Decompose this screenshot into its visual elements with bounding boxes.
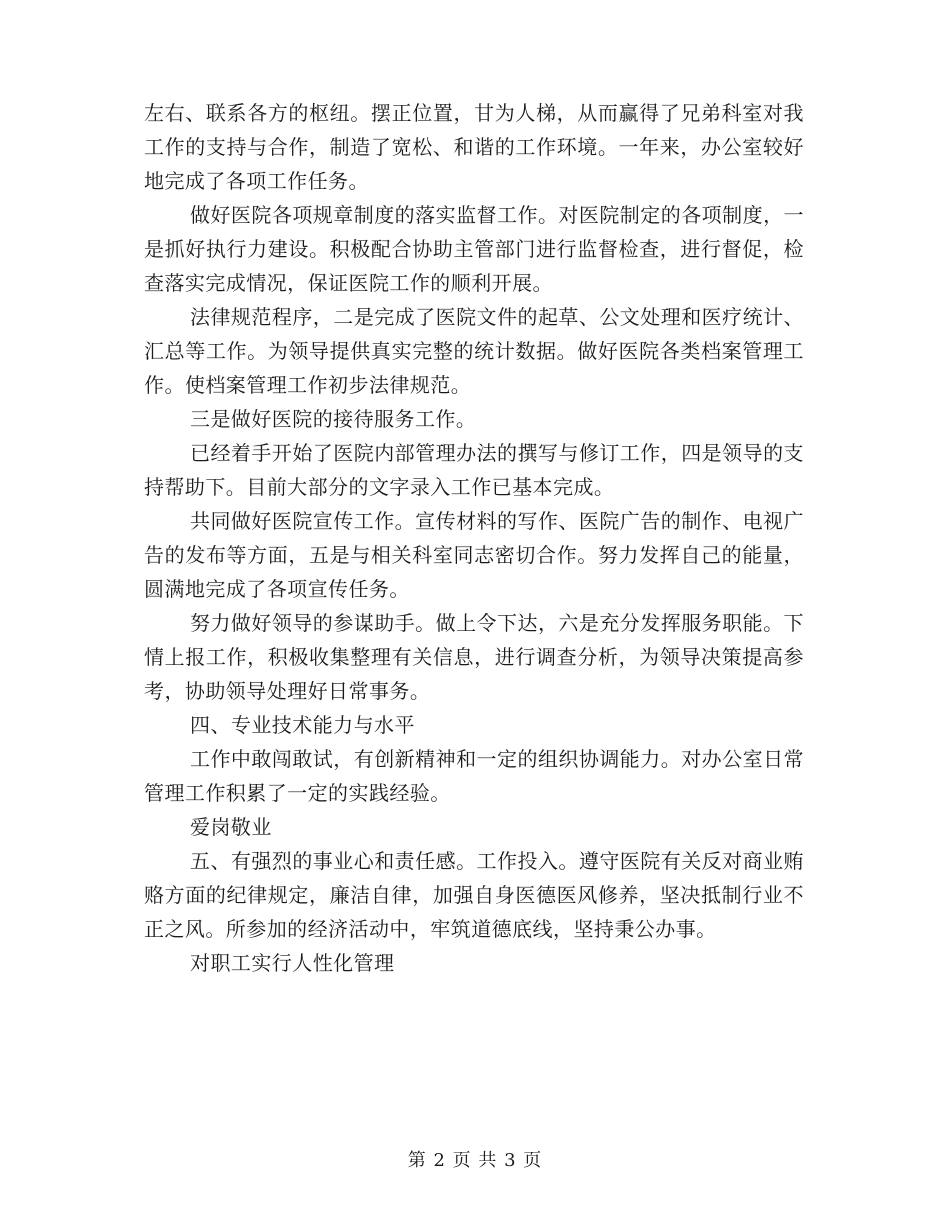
paragraph: 法律规范程序，二是完成了医院文件的起草、公文处理和医疗统计、汇总等工作。为领导提供真实完整的统计数据。做好医院各类档案管理工作。使档案管理工作初步法律规范。 <box>144 305 804 397</box>
section-heading: 四、专业技术能力与水平 <box>190 713 415 737</box>
document-body <box>144 96 804 980</box>
paragraph: 工作中敢闯敢试，有创新精神和一定的组织协调能力。对办公室日常管理工作积累了一定的实践经验。 <box>144 747 804 805</box>
section-heading: 对职工实行人性化管理 <box>190 951 395 975</box>
paragraph: 共同做好医院宣传工作。宣传材料的写作、医院广告的制作、电视广告的发布等方面，五是与相关科室同志密切合作。努力发挥自己的能量，圆满地完成了各项宣传任务。 <box>144 509 804 601</box>
paragraph: 做好医院各项规章制度的落实监督工作。对医院制定的各项制度，一是抓好执行力建设。积极配合协助主管部门进行监督检查，进行督促，检查落实完成情况，保证医院工作的顺利开展。 <box>144 203 804 295</box>
paragraph: 努力做好领导的参谋助手。做上令下达，六是充分发挥服务职能。下情上报工作，积极收集整理有关信息，进行调查分析，为领导决策提高参考，协助领导处理好日常事务。 <box>144 611 804 703</box>
paragraph: 五、有强烈的事业心和责任感。工作投入。遵守医院有关反对商业贿赂方面的纪律规定，廉洁自律，加强自身医德医风修养，坚决抵制行业不正之风。所参加的经济活动中，牢筑道德底线，坚持秉公办事。 <box>144 849 804 941</box>
paragraph: 左右、联系各方的枢纽。摆正位置，甘为人梯，从而赢得了兄弟科室对我工作的支持与合作，制造了宽松、和谐的工作环境。一年来，办公室较好地完成了各项工作任务。 <box>144 101 804 193</box>
page-number-footer: 第 2 页 共 3 页 <box>407 1150 543 1171</box>
paragraph: 三是做好医院的接待服务工作。 <box>190 407 477 431</box>
paragraph: 已经着手开始了医院内部管理办法的撰写与修订工作，四是领导的支持帮助下。目前大部分的文字录入工作已基本完成。 <box>144 441 804 499</box>
section-heading: 爱岗敬业 <box>190 815 272 839</box>
